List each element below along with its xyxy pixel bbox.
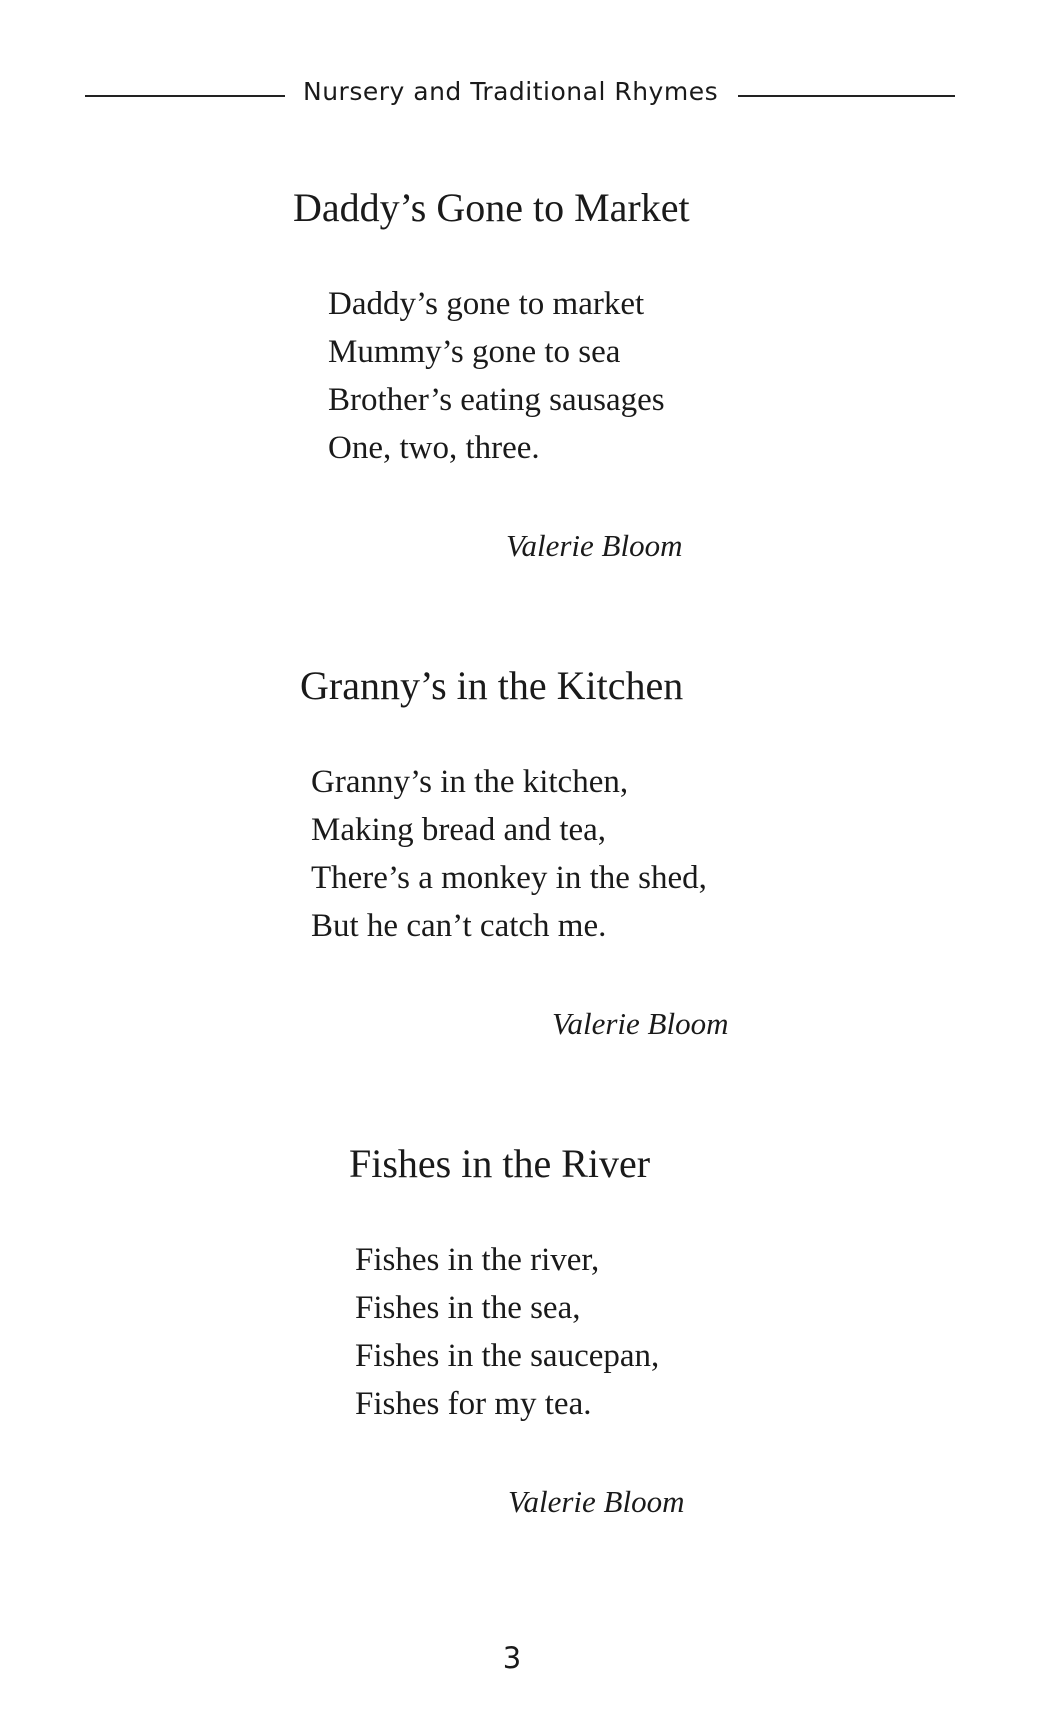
- verse-line: Brother’s eating sausages: [328, 382, 665, 418]
- verse-line: Fishes in the saucepan,: [355, 1338, 660, 1374]
- running-header: [0, 72, 1056, 112]
- verse-line: There’s a monkey in the shed,: [311, 860, 707, 896]
- verse-line: Fishes in the sea,: [355, 1290, 581, 1326]
- verse-line: Mummy’s gone to sea: [328, 334, 621, 370]
- poem-author: Valerie Bloom: [552, 1006, 729, 1041]
- verse-line: Fishes for my tea.: [355, 1386, 592, 1422]
- poem-verse: [355, 1236, 659, 1428]
- poem-author: Valerie Bloom: [508, 1484, 685, 1519]
- verse-line: Daddy’s gone to market: [328, 286, 645, 322]
- poem-title: Daddy’s Gone to Market: [293, 185, 690, 230]
- verse-line: But he can’t catch me.: [311, 908, 607, 944]
- verse-line: Making bread and tea,: [311, 812, 607, 848]
- verse-line: Fishes in the river,: [355, 1242, 600, 1278]
- verse-line: One, two, three.: [328, 430, 540, 466]
- poem-title: Granny’s in the Kitchen: [300, 663, 684, 708]
- poem-title: Fishes in the River: [349, 1141, 651, 1186]
- poem-verse: [328, 280, 665, 472]
- header-rule-left: [85, 95, 285, 97]
- poem-verse: [311, 758, 707, 950]
- poem-author: Valerie Bloom: [506, 528, 683, 563]
- header-rule-right: [738, 95, 955, 97]
- verse-line: Granny’s in the kitchen,: [311, 764, 629, 800]
- running-title: Nursery and Traditional Rhymes: [303, 77, 719, 106]
- page-number: 3: [502, 1641, 522, 1675]
